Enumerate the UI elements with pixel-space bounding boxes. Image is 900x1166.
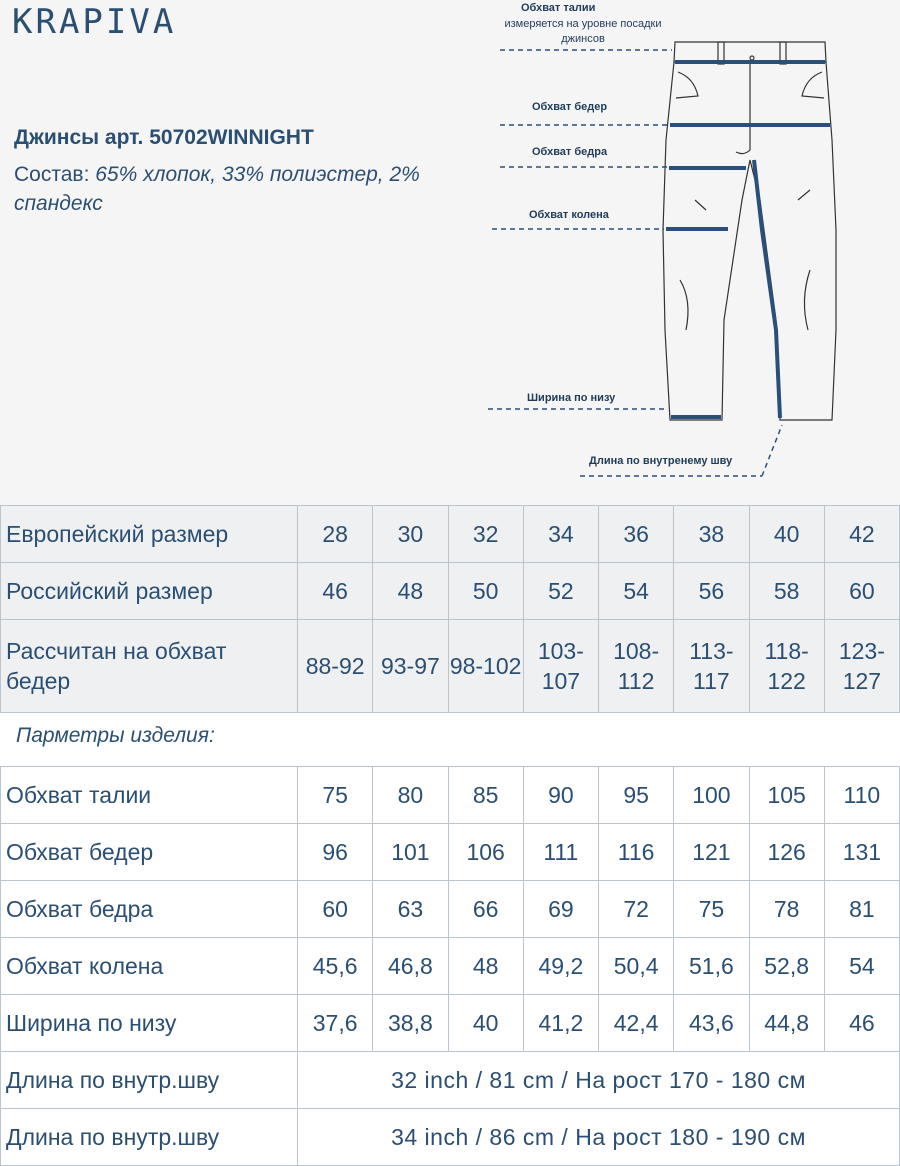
row-label: Российский размер	[1, 563, 298, 620]
table-cell: 126	[749, 824, 824, 881]
composition-value: 65% хлопок, 33% полиэстер, 2% спандекс	[14, 163, 420, 215]
table-cell: 45,6	[298, 938, 373, 995]
table-cell: 96	[298, 824, 373, 881]
table-cell: 113-117	[674, 620, 749, 713]
table-row	[1, 1109, 900, 1166]
table-cell: 40	[749, 506, 824, 563]
table-cell: 123-127	[824, 620, 899, 713]
table-cell: 48	[448, 938, 523, 995]
table-cell: 28	[298, 506, 373, 563]
table-row	[1, 881, 900, 938]
composition-label: Состав:	[14, 163, 90, 186]
table-cell: 44,8	[749, 995, 824, 1052]
table-cell: 108-112	[599, 620, 674, 713]
table-cell: 58	[749, 563, 824, 620]
table-cell: 85	[448, 767, 523, 824]
table-cell: 56	[674, 563, 749, 620]
table-cell: 63	[373, 881, 448, 938]
table-cell: 36	[599, 506, 674, 563]
diagram-label-hips: Обхват бедер	[532, 101, 608, 113]
table-cell: 49,2	[523, 938, 598, 995]
diagram-label-hem: Ширина по низу	[527, 392, 616, 404]
row-label: Длина по внутр.шву	[1, 1052, 298, 1109]
table-cell: 46	[298, 563, 373, 620]
table-cell: 75	[674, 881, 749, 938]
table-cell: 116	[599, 824, 674, 881]
table-cell: 69	[523, 881, 598, 938]
diagram-label-waist: Обхват талии	[521, 2, 596, 14]
table-cell: 105	[749, 767, 824, 824]
table-cell: 42	[824, 506, 899, 563]
table-row	[1, 563, 900, 620]
row-label: Европейский размер	[1, 506, 298, 563]
table-cell: 90	[523, 767, 598, 824]
diagram-label-thigh: Обхват бедра	[532, 146, 608, 158]
table-cell: 78	[749, 881, 824, 938]
row-label: Ширина по низу	[1, 995, 298, 1052]
table-cell: 81	[824, 881, 899, 938]
table-row	[1, 767, 900, 824]
params-heading: Парметры изделия:	[16, 724, 215, 747]
product-composition	[14, 160, 434, 218]
table-cell: 118-122	[749, 620, 824, 713]
brand-logo: KRAPIVA	[12, 2, 177, 42]
table-cell: 60	[824, 563, 899, 620]
table-cell: 95	[599, 767, 674, 824]
table-cell: 98-102	[448, 620, 523, 713]
params-table	[0, 766, 900, 1166]
table-row	[1, 995, 900, 1052]
diagram-label-knee: Обхват колена	[529, 209, 609, 221]
table-cell: 75	[298, 767, 373, 824]
product-title: Джинсы арт. 50702WINNIGHT	[14, 126, 314, 149]
table-cell: 111	[523, 824, 598, 881]
table-cell: 42,4	[599, 995, 674, 1052]
table-cell: 43,6	[674, 995, 749, 1052]
table-cell: 46	[824, 995, 899, 1052]
table-cell: 110	[824, 767, 899, 824]
table-cell: 51,6	[674, 938, 749, 995]
table-cell: 32	[448, 506, 523, 563]
table-cell: 121	[674, 824, 749, 881]
inseam-value: 32 inch / 81 cm / На рост 170 - 180 см	[298, 1052, 900, 1109]
table-row	[1, 620, 900, 713]
table-cell: 30	[373, 506, 448, 563]
table-cell: 88-92	[298, 620, 373, 713]
row-label: Обхват колена	[1, 938, 298, 995]
table-cell: 72	[599, 881, 674, 938]
table-cell: 38,8	[373, 995, 448, 1052]
table-cell: 80	[373, 767, 448, 824]
table-cell: 54	[824, 938, 899, 995]
table-cell: 41,2	[523, 995, 598, 1052]
diagram-note-waist: измеряется на уровне посадки джинсов	[504, 18, 662, 45]
table-cell: 50,4	[599, 938, 674, 995]
table-cell: 100	[674, 767, 749, 824]
row-label: Обхват бедра	[1, 881, 298, 938]
size-table	[0, 505, 900, 713]
jeans-drawing	[480, 0, 900, 505]
row-label: Рассчитан на обхват бедер	[1, 620, 298, 713]
jeans-measurement-diagram	[480, 0, 900, 505]
table-cell: 52	[523, 563, 598, 620]
table-cell: 34	[523, 506, 598, 563]
table-cell: 101	[373, 824, 448, 881]
table-cell: 66	[448, 881, 523, 938]
table-cell: 46,8	[373, 938, 448, 995]
table-row	[1, 938, 900, 995]
row-label: Обхват талии	[1, 767, 298, 824]
table-cell: 38	[674, 506, 749, 563]
table-cell: 60	[298, 881, 373, 938]
table-row	[1, 824, 900, 881]
row-label: Длина по внутр.шву	[1, 1109, 298, 1166]
table-cell: 54	[599, 563, 674, 620]
inseam-value: 34 inch / 86 cm / На рост 180 - 190 см	[298, 1109, 900, 1166]
diagram-label-inseam: Длина по внутренему шву	[589, 455, 733, 467]
row-label: Обхват бедер	[1, 824, 298, 881]
table-cell: 106	[448, 824, 523, 881]
table-cell: 50	[448, 563, 523, 620]
table-cell: 103-107	[523, 620, 598, 713]
table-cell: 131	[824, 824, 899, 881]
table-cell: 52,8	[749, 938, 824, 995]
table-cell: 48	[373, 563, 448, 620]
table-cell: 93-97	[373, 620, 448, 713]
table-row	[1, 1052, 900, 1109]
table-row	[1, 506, 900, 563]
table-cell: 40	[448, 995, 523, 1052]
table-cell: 37,6	[298, 995, 373, 1052]
